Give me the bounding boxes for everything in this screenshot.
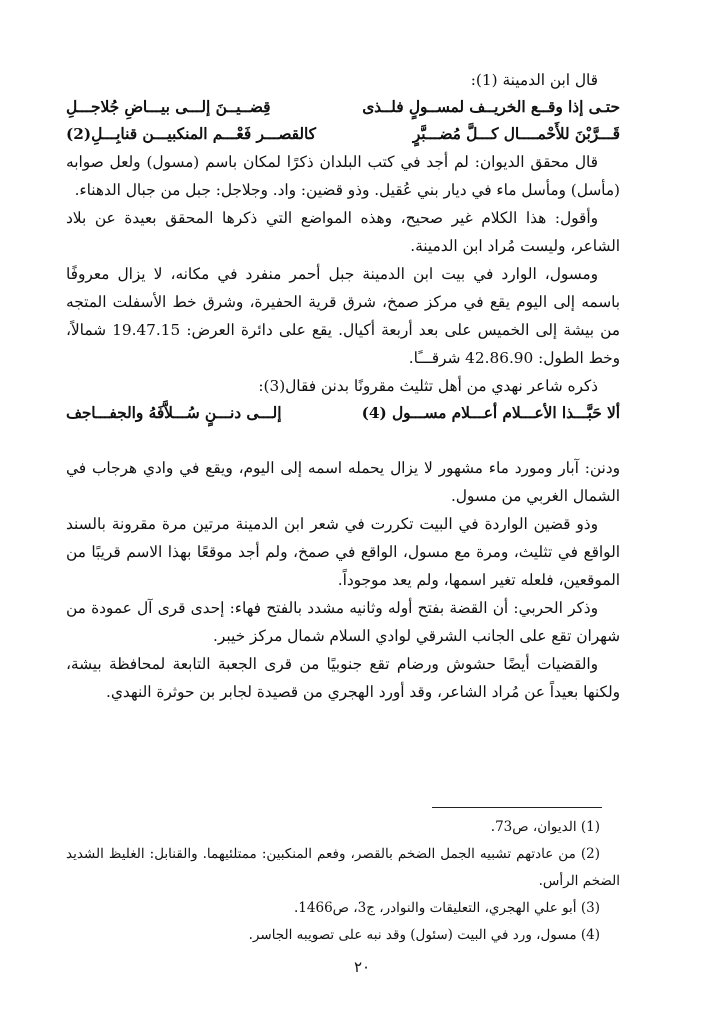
paragraph: والقضيات أيضًا حشوش ورضام تقع جنوبيًا من قرى الجعبة التابعة لمحافظة بيشة، ولكنها بعيداً عن مُراد الشاعر، وقد أورد الهجري من قصيدة لجابر بن حوثرة النهدي. — [66, 655, 620, 701]
page-number: ٢٠ — [353, 958, 371, 976]
verse-first-hemistich: حتـى إذا وقــع الخريــف لمســولٍ فلــذى — [362, 98, 620, 116]
paragraph: قال محقق الديوان: لم أجد في كتب البلدان ذكرًا لمكان باسم (مسول) ولعل صوابه (مأسل) ومأسل ماء في ديار بني عُقيل. وذو قضين: واد. وجلاجل: جبل من جبال الدهناء. — [66, 153, 620, 199]
page-body — [66, 66, 620, 706]
paragraph: ودنن: آبار ومورد ماء مشهور لا يزال يحمله اسمه إلى اليوم، ويقع في وادي هرجاب في الشمال الغربي من مسول. — [66, 459, 620, 505]
verse-second-hemistich: كالقصـــر فَعْـــم المنكبيـــن قنابِـــلِ(2) — [66, 125, 316, 143]
paragraph: وذو قضين الواردة في البيت تكررت في شعر ابن الدمينة مرتين مرة مقرونة بالسند الواقع في تثليث، ومرة مع مسول، الواقع في صمخ، ولم أجد موقعًا بهذا الاسم قريبًا من الموقعين، فلعله تغير اسمها، ولم يعد موجوداً. — [66, 515, 620, 589]
verse-block-1 — [66, 94, 620, 148]
paragraph: وذكر الحربي: أن القضة بفتح أوله وثانيه مشدد بالفتح فهاء: إحدى قرى آل عمودة من شهران تقع على الجانب الشرقي لوادي السلام شمال مركز خيبر. — [66, 599, 620, 645]
verse-second-hemistich: قِضــيــنَ إلـــى بيـــاضِ جُلاجـــلِ — [66, 98, 271, 116]
verse-line-2 — [66, 400, 620, 427]
verse-second-hemistich: إلـــى دنـــنٍ سُـــلاَّفَهُ والجفـــاجف — [66, 404, 282, 422]
paragraph: وأقول: هذا الكلام غير صحيح، وهذه المواضع التي ذكرها المحقق بعيدة عن بلاد الشاعر، وليست مُراد ابن الدمينة. — [66, 209, 620, 255]
footnote-separator — [432, 807, 602, 808]
paragraph: ذكره شاعر نهدي من أهل تثليث مقرونًا بدنن فقال(3): — [258, 377, 598, 395]
intro-line: قال ابن الدمينة (1): — [470, 71, 598, 89]
verse-line — [66, 94, 620, 121]
footnote: (3) أبو علي الهجري، التعليقات والنوادر، ج3، ص1466. — [294, 900, 600, 916]
footnote: (1) الديوان، ص73. — [490, 819, 600, 835]
spacer — [66, 427, 620, 454]
verse-first-hemistich: قَـــرَّبْنَ للأَحْمــــال كـــلَّ مُضـــبَّرٍ — [412, 125, 620, 143]
verse-line — [66, 121, 620, 148]
footnote: (2) من عادتهم تشبيه الجمل الضخم بالقصر، وفعم المنكبين: ممتلئيهما. والقنابل: الغليظ الشديد الضخم الرأس. — [66, 846, 620, 889]
verse-first-hemistich: ألا حَبَّـــذا الأعـــلام أعـــلام مســـول (4) — [361, 404, 620, 422]
footnotes — [66, 814, 620, 949]
paragraph: ومسول، الوارد في بيت ابن الدمينة جبل أحمر منفرد في مكانه، لا يزال معروفًا باسمه إلى اليوم يقع في مركز صمخ، شرق قرية الحفيرة، وشرق خط الأسفلت المتجه من بيشة إلى الخميس على بعد أربعة أكيال. يقع على دائرة العرض: 19.47.15 شمالاً، وخط الطول: 42.86.90 شرقـــًا. — [66, 265, 620, 367]
footnote: (4) مسول، ورد في البيت (سئول) وقد نبه على تصويبه الجاسر. — [248, 927, 600, 943]
